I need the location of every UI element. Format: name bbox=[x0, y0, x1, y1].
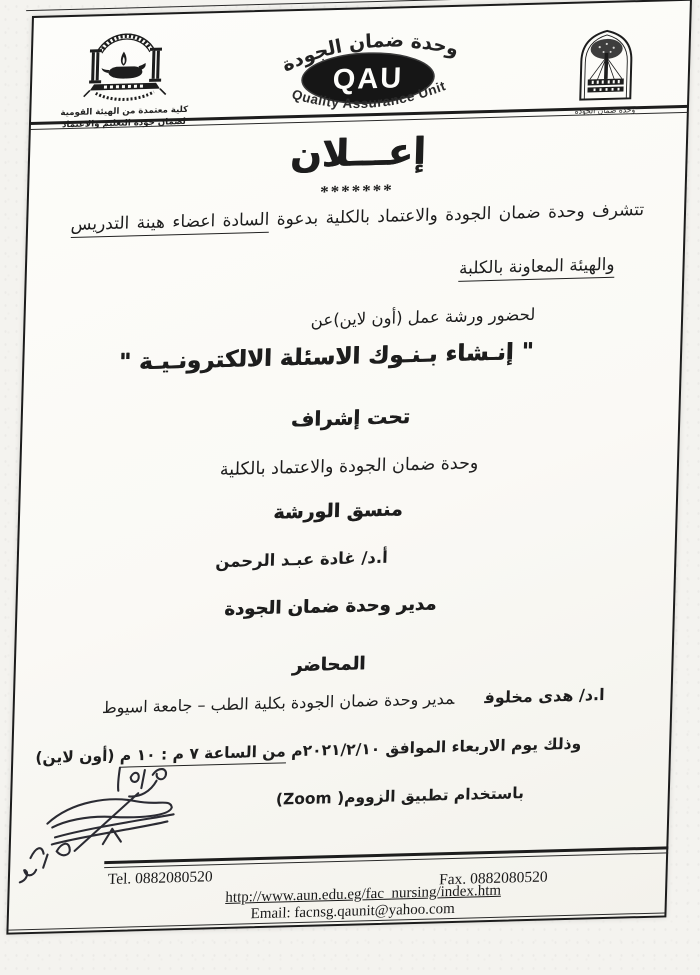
intro-line-underlined: السادة اعضاء هينة التدريس bbox=[70, 210, 269, 238]
kufic-band bbox=[587, 79, 623, 93]
intro-line-start: تتشرف وحدة ضمان الجودة والاعتماد بالكلية بدعوة bbox=[269, 199, 645, 230]
lecturer-line bbox=[102, 685, 605, 717]
accreditation-caption-line2: لضمان جودة التعليم والاعتماد bbox=[61, 117, 186, 131]
footer-url-text: http://www.aun.edu.eg/fac_nursing/index.htm bbox=[225, 882, 502, 906]
qau-acronym-text: QAU bbox=[332, 62, 404, 97]
scanned-announcement-page bbox=[6, 0, 692, 935]
workshop-title: " إنـشاء بـنـوك الاسئلة الالكترونـيـة " bbox=[118, 338, 534, 376]
supervising-body: وحدة ضمان الجودة والاعتماد بالكلية bbox=[219, 453, 479, 481]
invite-line: لحضور ورشة عمل (أون لاين)عن bbox=[310, 304, 536, 330]
university-emblem bbox=[559, 26, 653, 116]
announcement-title: إعـــلان bbox=[289, 129, 427, 177]
qau-arc-top-text: وحدة ضمان الجودة bbox=[278, 29, 462, 77]
date-suffix: (أون لاين) bbox=[35, 746, 121, 767]
lecturer-name: ا.د/ هدى مخلوف bbox=[484, 684, 605, 708]
coordinator-title: مدير وحدة ضمان الجودة bbox=[223, 593, 437, 620]
column-left bbox=[89, 49, 102, 83]
intro-line-2-text: والهيئة المعاونة بالكلبة bbox=[459, 255, 615, 282]
footer-fax: Fax. 0882080520 bbox=[438, 868, 548, 889]
date-prefix: وذلك يوم الاربعاء الموافق ٢٠٢١/٢/١٠م bbox=[285, 734, 582, 761]
right-emblem-caption: وحدة ضمان الجودة bbox=[574, 105, 636, 116]
title-asterisks: ******* bbox=[319, 180, 394, 202]
accreditation-caption-line1: كلية معتمدة من الهيئة القومية bbox=[60, 104, 189, 119]
oil-lamp-icon bbox=[101, 51, 146, 79]
qau-logo-icon bbox=[239, 18, 498, 123]
nursing-lamp-emblem-icon bbox=[82, 22, 170, 102]
coordinator-name: أ.د/ غادة عبـد الرحمن bbox=[215, 547, 389, 572]
qau-arc-bottom-text: Quality Assurance Unit bbox=[289, 78, 448, 112]
assiut-university-emblem-icon bbox=[574, 26, 638, 102]
footer-email: Email: facnsg.qaunit@yahoo.com bbox=[250, 900, 456, 923]
column-right bbox=[149, 48, 162, 82]
lecturer-heading: المحاضر bbox=[291, 653, 366, 677]
intro-line-2 bbox=[459, 255, 615, 279]
nursing-faculty-emblem bbox=[59, 22, 192, 132]
footer-tel: Tel. 0882080520 bbox=[107, 868, 213, 889]
lecturer-title: مدير وحدة ضمان الجودة بكلية الطب – جامعة اسيوط bbox=[101, 688, 455, 718]
supervision-heading: تحت إشراف bbox=[290, 404, 411, 432]
zoom-app-line: باستخدام تطبيق الزووم( Zoom) bbox=[275, 784, 525, 809]
coordinator-heading: منسق الورشة bbox=[272, 498, 403, 524]
date-time-underlined: من الساعة ٧ م : ١٠ م bbox=[120, 742, 287, 767]
emblem-base bbox=[84, 82, 166, 100]
